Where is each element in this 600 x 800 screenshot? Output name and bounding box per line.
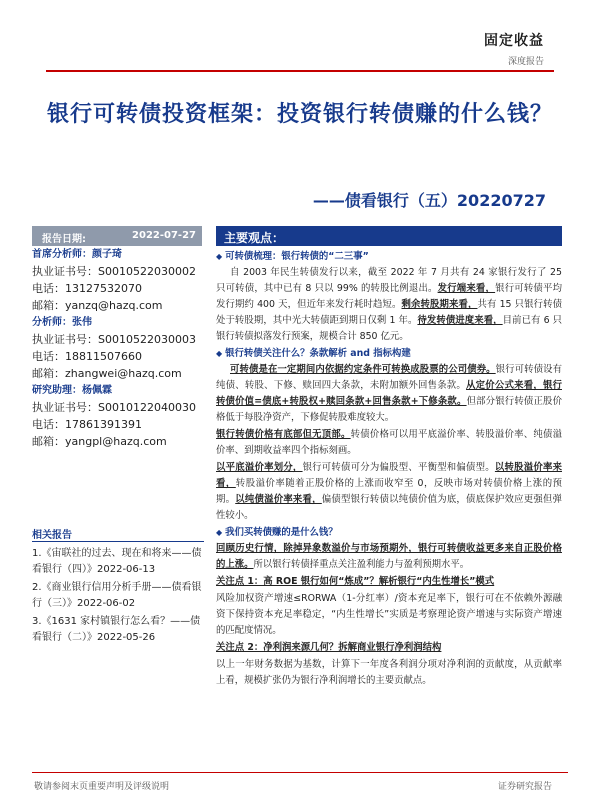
paragraph: 回顾历史行情，除掉异象数溢价与市场预期外，银行可转债收益更多来自正股价格的上涨。所以银行转债择重点关注盈利能力与盈利预期水平。 [216,543,562,570]
analyst-info [32,246,204,450]
section-bullet-2: ◆ 银行转债关注什么？条款解析 and 指标构建 [216,346,562,362]
main-points-body [216,249,562,690]
focus-point-2-title: 关注点 2：净利润来源几何？拆解商业银行净利润结构 [216,642,442,653]
section-bullet-1: ◆ 可转债梳理：银行转债的“二三事” [216,249,562,265]
report-title: 银行可转债投资框架：投资银行转债赚的什么钱？ [46,102,553,127]
analyst-phone: 电话：18811507660 [32,350,142,363]
analyst-role: 首席分析师：颜子琦 [32,249,122,260]
related-reports-list [32,546,204,648]
analyst-license: 执业证书号：S0010122040030 [32,401,196,414]
section-bullet-3: ◆ 我们买转债赚的是什么钱？ [216,525,562,541]
related-reports-title: 相关报告 [32,530,72,541]
header-divider [46,70,554,72]
related-reports-divider [32,541,204,542]
analyst-license: 执业证书号：S0010522030003 [32,333,196,346]
footer-report-type: 证券研究报告 [497,782,552,792]
analyst-email[interactable]: 邮箱：zhangwei@hazq.com [32,367,182,380]
report-subtitle: ——债看银行（五）20220727 [312,191,546,210]
related-report-link[interactable]: 1.《宙联社的过去、现在和将来——债看银行（四）》2022-06-13 [32,548,202,575]
analyst-license: 执业证书号：S0010522030002 [32,265,196,278]
paragraph: 自 2003 年民生转债发行以来，截至 2022 年 7 月共有 24 家银行发行了 25 只可转债，其中已有 8 只以 99% 的转股比例退出。发行端来看，银行可转债平均发行期约 400 天，但近年来发行耗时趋短。剩余转股期来看，共有 15 只银行转债处于转股期，其中光大转债距到期日仅剩 1 年。待发转债进度来看，目前已有 6 只银行转债拟落发行预案，规模合计 850 亿元。 [216,267,562,342]
related-report-link[interactable]: 3.《1631 家村镇银行怎么看？——债看银行（二）》2022-05-26 [32,616,201,643]
analyst-role: 研究助理：杨佩霖 [32,385,112,396]
focus-point-1-title: 关注点 1：高 ROE 银行如何“炼成”？解析银行“内生性增长”模式 [216,576,495,587]
report-category: 固定收益 [484,33,544,49]
analyst-email[interactable]: 邮箱：yangpl@hazq.com [32,435,167,448]
analyst-phone: 电话：13127532070 [32,282,142,295]
report-date-value: 2022-07-27 [132,230,196,241]
paragraph: 以平底溢价率划分，银行可转债可分为偏股型、平衡型和偏债型。以转股溢价率来看，转股溢价率随着正股价格的上涨而收窄至 0，反映市场对转债价格上涨的预期。以纯债溢价率来看，偏债型银行转债以纯债价值为底，债底保护效应更强但弹性较小。 [216,462,562,521]
related-report-link[interactable]: 2.《商业银行信用分析手册——债看银行（三）》2022-06-02 [32,582,202,609]
footer-disclaimer: 敬请参阅末页重要声明及评级说明 [34,782,170,792]
footer-divider [32,772,568,773]
report-date-bar [32,226,202,246]
paragraph: 可转债是在一定期间内依据约定条件可转换成股票的公司债券。银行可转债设有纯债、转股、下修、赎回四大条款，未附加额外回售条款。从定价公式来看，银行转债价值=债底+转股权+赎回条款+回售条款+下修条款。但部分银行转债正股价格低于每股净资产，下修促转股难度较大。 [216,364,562,423]
paragraph: 以上一年财务数据为基数，计算下一年度各利润分项对净利润的贡献度，从贡献率上看，规模扩张仍为银行净利润增长的主要贡献点。 [216,659,562,686]
report-date-label: 报告日期: [42,234,86,245]
analyst-phone: 电话：17861391391 [32,418,142,431]
main-points-title: 主要观点： [224,231,285,245]
paragraph: 银行转债价格有底部但无顶部。转债价格可以用平底溢价率、转股溢价率、纯债溢价率、到期收益率四个指标刻画。 [216,429,562,456]
report-subcategory: 深度报告 [507,57,544,67]
main-points-header [216,226,562,246]
analyst-role: 分析师：张伟 [32,317,92,328]
paragraph: 风险加权资产增速≤RORWA（1-分红率）/资本充足率下，银行可在不依赖外源融资下保持资本充足率稳定，“内生性增长”实质是考察理论资产增速与实际资产增速的匹配度情况。 [216,593,562,636]
analyst-email[interactable]: 邮箱：yanzq@hazq.com [32,299,163,312]
